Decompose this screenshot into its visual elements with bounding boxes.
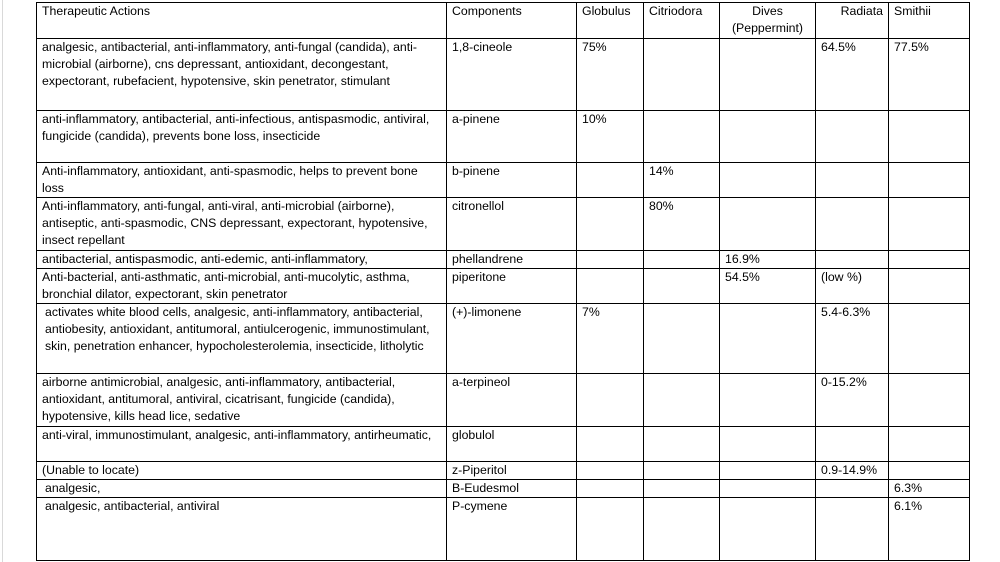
therapeutic-actions-cell: analgesic, — [37, 480, 447, 498]
header-dives: Dives (Peppermint) — [720, 3, 816, 39]
globulus-cell: 75% — [577, 39, 644, 111]
table-row — [37, 269, 970, 304]
component-cell: (+)-limonene — [447, 304, 577, 374]
dives-cell — [720, 462, 816, 480]
header-citriodora: Citriodora — [644, 3, 720, 39]
radiata-cell — [816, 251, 889, 269]
therapeutic-actions-cell: antibacterial, antispasmodic, anti-edemic, anti-inflammatory, — [37, 251, 447, 269]
smithii-cell — [889, 163, 970, 198]
table-row — [37, 304, 970, 374]
header-radiata: Radiata — [816, 3, 889, 39]
smithii-cell — [889, 304, 970, 374]
globulus-cell — [577, 269, 644, 304]
smithii-cell — [889, 198, 970, 251]
dives-cell: 54.5% — [720, 269, 816, 304]
citriodora-cell — [644, 111, 720, 163]
therapeutic-actions-cell: anti-viral, immunostimulant, analgesic, anti-inflammatory, antirheumatic, — [37, 427, 447, 462]
citriodora-cell — [644, 374, 720, 427]
component-cell: B-Eudesmol — [447, 480, 577, 498]
therapeutic-actions-cell: (Unable to locate) — [37, 462, 447, 480]
header-globulus: Globulus — [577, 3, 644, 39]
table-row — [37, 480, 970, 498]
globulus-cell — [577, 480, 644, 498]
globulus-cell — [577, 427, 644, 462]
citriodora-cell — [644, 39, 720, 111]
component-cell: P-cymene — [447, 498, 577, 561]
dives-cell — [720, 163, 816, 198]
eucalyptus-components-table — [36, 2, 970, 561]
smithii-cell — [889, 111, 970, 163]
smithii-cell: 6.3% — [889, 480, 970, 498]
therapeutic-actions-cell: activates white blood cells, analgesic, anti-inflammatory, antibacterial, antiobesity, antioxidant, antitumoral, antiulcerogenic, immunostimulant, skin, penetration enhancer, hypocholesterolemia, insecticide, litholytic — [37, 304, 447, 374]
radiata-cell — [816, 111, 889, 163]
smithii-cell — [889, 269, 970, 304]
table-row — [37, 462, 970, 480]
globulus-cell — [577, 374, 644, 427]
component-cell: phellandrene — [447, 251, 577, 269]
radiata-cell — [816, 427, 889, 462]
table-row — [37, 251, 970, 269]
smithii-cell — [889, 462, 970, 480]
component-cell: citronellol — [447, 198, 577, 251]
component-cell: a-terpineol — [447, 374, 577, 427]
dives-cell — [720, 39, 816, 111]
radiata-cell: 5.4-6.3% — [816, 304, 889, 374]
therapeutic-actions-cell: Anti-bacterial, anti-asthmatic, anti-microbial, anti-mucolytic, asthma, bronchial dilator, expectorant, skin penetrator — [37, 269, 447, 304]
dives-cell — [720, 198, 816, 251]
component-cell: 1,8-cineole — [447, 39, 577, 111]
table-row — [37, 163, 970, 198]
radiata-cell: 64.5% — [816, 39, 889, 111]
citriodora-cell — [644, 462, 720, 480]
citriodora-cell: 14% — [644, 163, 720, 198]
citriodora-cell — [644, 427, 720, 462]
table-row — [37, 111, 970, 163]
globulus-cell — [577, 251, 644, 269]
therapeutic-actions-cell: airborne antimicrobial, analgesic, anti-inflammatory, antibacterial, antioxidant, antitumoral, antiviral, cicatrisant, fungicide (candida), hypotensive, kills head lice, sedative — [37, 374, 447, 427]
smithii-cell — [889, 374, 970, 427]
citriodora-cell — [644, 498, 720, 561]
component-cell: globulol — [447, 427, 577, 462]
dives-cell — [720, 480, 816, 498]
table-row — [37, 198, 970, 251]
component-cell: piperitone — [447, 269, 577, 304]
component-cell: a-pinene — [447, 111, 577, 163]
radiata-cell — [816, 198, 889, 251]
citriodora-cell — [644, 269, 720, 304]
therapeutic-actions-cell: analgesic, antibacterial, anti-inflammatory, anti-fungal (candida), anti-microbial (airborne), cns depressant, antioxidant, decongestant, expectorant, rubefacient, hypotensive, skin penetrator, stimulant — [37, 39, 447, 111]
header-therapeutic-actions: Therapeutic Actions — [37, 3, 447, 39]
header-smithii: Smithii — [889, 3, 970, 39]
dives-cell: 16.9% — [720, 251, 816, 269]
radiata-cell — [816, 480, 889, 498]
dives-cell — [720, 498, 816, 561]
radiata-cell: 0.9-14.9% — [816, 462, 889, 480]
component-cell: z-Piperitol — [447, 462, 577, 480]
table-row — [37, 498, 970, 561]
globulus-cell — [577, 198, 644, 251]
therapeutic-actions-cell: anti-inflammatory, antibacterial, anti-infectious, antispasmodic, antiviral, fungicide (candida), prevents bone loss, insecticide — [37, 111, 447, 163]
smithii-cell: 77.5% — [889, 39, 970, 111]
globulus-cell — [577, 462, 644, 480]
smithii-cell: 6.1% — [889, 498, 970, 561]
radiata-cell: 0-15.2% — [816, 374, 889, 427]
therapeutic-actions-cell: Anti-inflammatory, anti-fungal, anti-viral, anti-microbial (airborne), antiseptic, anti-spasmodic, CNS depressant, expectorant, hypotensive, insect repellant — [37, 198, 447, 251]
smithii-cell — [889, 251, 970, 269]
radiata-cell — [816, 498, 889, 561]
dives-cell — [720, 374, 816, 427]
dives-cell — [720, 427, 816, 462]
citriodora-cell — [644, 304, 720, 374]
citriodora-cell: 80% — [644, 198, 720, 251]
globulus-cell: 10% — [577, 111, 644, 163]
radiata-cell: (low %) — [816, 269, 889, 304]
therapeutic-actions-cell: analgesic, antibacterial, antiviral — [37, 498, 447, 561]
globulus-cell: 7% — [577, 304, 644, 374]
globulus-cell — [577, 163, 644, 198]
smithii-cell — [889, 427, 970, 462]
radiata-cell — [816, 163, 889, 198]
header-components: Components — [447, 3, 577, 39]
citriodora-cell — [644, 480, 720, 498]
component-cell: b-pinene — [447, 163, 577, 198]
header-row — [37, 3, 970, 39]
therapeutic-actions-cell: Anti-inflammatory, antioxidant, anti-spasmodic, helps to prevent bone loss — [37, 163, 447, 198]
table-row — [37, 39, 970, 111]
table-row — [37, 374, 970, 427]
dives-cell — [720, 111, 816, 163]
globulus-cell — [577, 498, 644, 561]
dives-cell — [720, 304, 816, 374]
table-row — [37, 427, 970, 462]
citriodora-cell — [644, 251, 720, 269]
